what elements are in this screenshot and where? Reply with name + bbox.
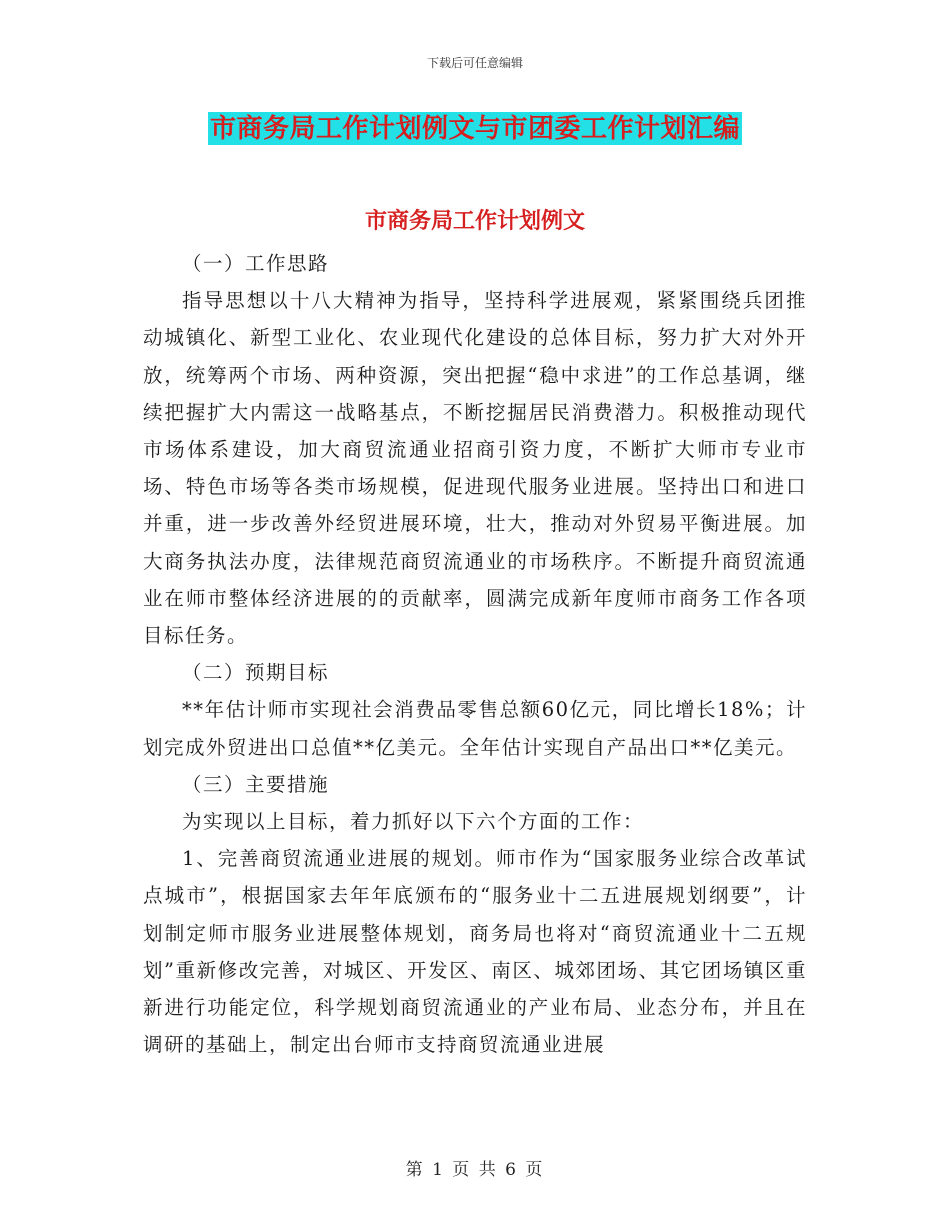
paragraph-heading-3: （三）主要措施 xyxy=(182,772,330,796)
section-title: 市商务局工作计划例文 xyxy=(364,208,585,234)
paragraph: 指导思想以十八大精神为指导，坚持科学进展观，紧紧围绕兵团推动城镇化、新型工业化、农业现代化建设的总体目标，努力扩大对外开放，统筹两个市场、两种资源，突出把握“稳中求进”的工作总基调，继续把握扩大内需这一战略基点，不断挖掘居民消费潜力。积极推动现代市场体系建设，加大商贸流通业招商引资力度，不断扩大师市专业市场、特色市场等各类市场规模，促进现代服务业进展。坚持出口和进口并重，进一步改善外经贸进展环境，壮大，推动对外贸易平衡进展。加大商务执法办度，法律规范商贸流通业的市场秩序。不断提升商贸流通业在师市整体经济进展的的贡献率，圆满完成新年度师市商务工作各项目标任务。 xyxy=(143,289,807,648)
paragraph: **年估计师市实现社会消费品零售总额60亿元，同比增长18%；计划完成外贸进出口总值**亿美元。全年估计实现自产品出口**亿美元。 xyxy=(143,698,807,759)
document-title-text: 市商务局工作计划例文与市团委工作计划汇编 xyxy=(209,114,740,144)
document-title xyxy=(0,112,950,145)
page-footer-number: 第 1 页 共 6 页 xyxy=(405,1160,545,1180)
paragraph-heading-2: （二）预期目标 xyxy=(182,661,330,685)
paragraph: 为实现以上目标，着力抓好以下六个方面的工作： xyxy=(182,810,645,834)
paragraph: 1、完善商贸流通业进展的规划。师市作为“国家服务业综合改革试点城市”，根据国家去年年底颁布的“服务业十二五进展规划纲要”，计划制定师市服务业进展整体规划，商务局也将对“商贸流通业十二五规划”重新修改完善，对城区、开发区、南区、城郊团场、其它团场镇区重新进行功能定位，科学规划商贸流通业的产业布局、业态分布，并且在调研的基础上，制定出台师市支持商贸流通业进展 xyxy=(143,847,807,1057)
paragraph-heading-1: （一）工作思路 xyxy=(182,252,330,275)
page-header-note: 下载后可任意编辑 xyxy=(426,56,523,70)
document-body xyxy=(143,245,807,1063)
